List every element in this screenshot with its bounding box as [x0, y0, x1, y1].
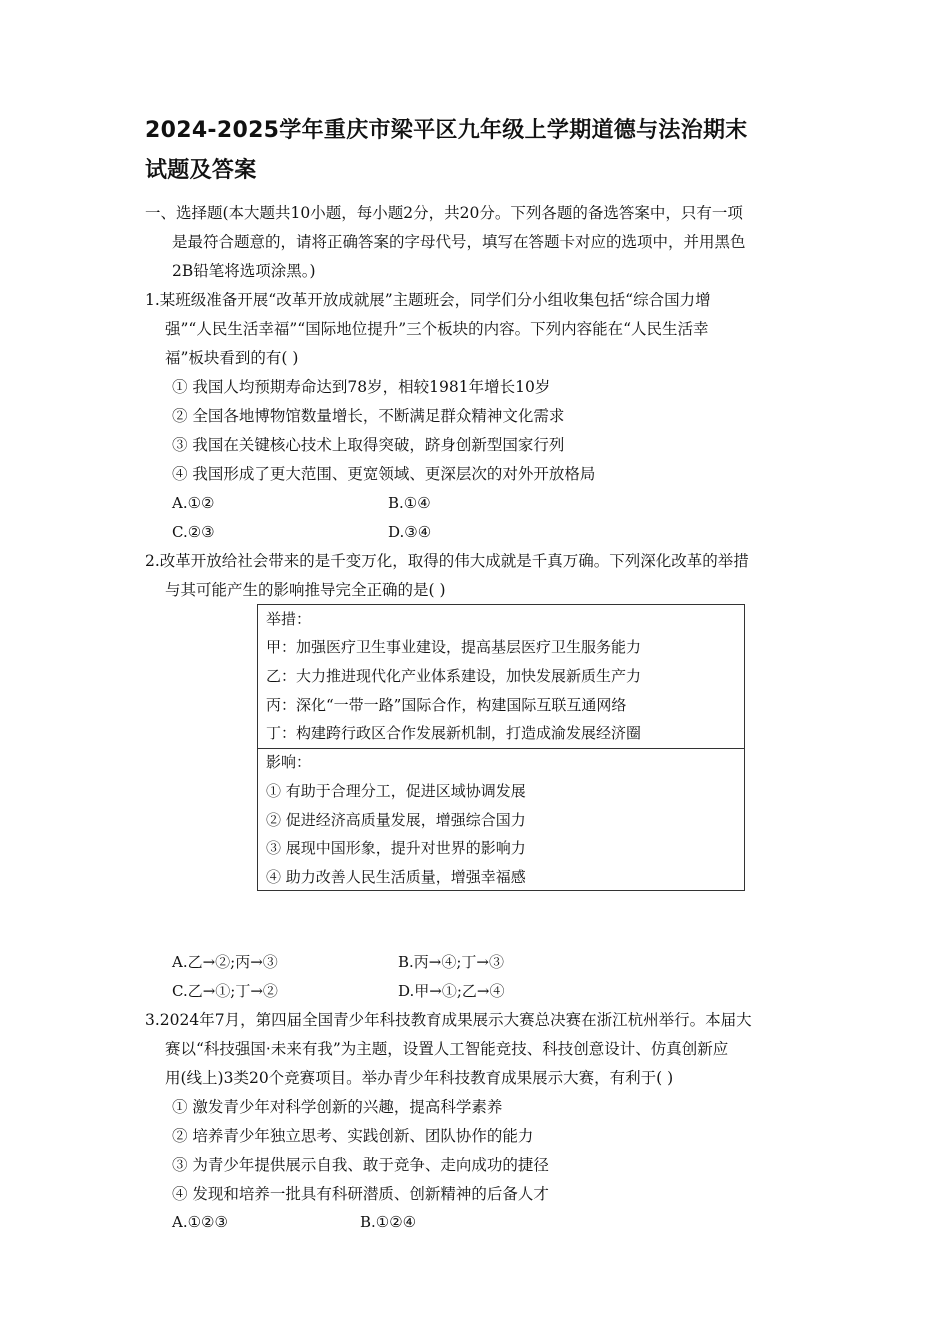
table-cell: ② 促进经济高质量发展，增强综合国力 — [266, 811, 526, 829]
question-2-stem: 2.改革开放给社会带来的是千变万化，取得的伟大成就是千真万确。下列深化改革的举措 — [145, 552, 749, 570]
title-line-1: 2024-2025学年重庆市梁平区九年级上学期道德与法治期末 — [145, 118, 748, 143]
table-cell: 甲：加强医疗卫生事业建设，提高基层医疗卫生服务能力 — [266, 638, 642, 656]
section-instruction-line: 2B铅笔将选项涂黑。) — [172, 262, 316, 280]
measures-impacts-table — [257, 604, 745, 891]
question-1-item: ③ 我国在关键核心技术上取得突破，跻身创新型国家行列 — [172, 436, 565, 454]
table-cell: 乙：大力推进现代化产业体系建设，加快发展新质生产力 — [266, 667, 642, 685]
question-3-item: ② 培养青少年独立思考、实践创新、团队协作的能力 — [172, 1127, 534, 1145]
table-divider — [258, 748, 744, 749]
question-3-item: ③ 为青少年提供展示自我、敢于竞争、走向成功的捷径 — [172, 1156, 549, 1174]
question-1-item: ② 全国各地博物馆数量增长，不断满足群众精神文化需求 — [172, 407, 565, 425]
question-3-stem: 3.2024年7月，第四届全国青少年科技教育成果展示大赛总决赛在浙江杭州举行。本届大 — [145, 1011, 752, 1029]
question-3-stem: 用(线上)3类20个竞赛项目。举办青少年科技教育成果展示大赛，有利于( ) — [165, 1069, 674, 1087]
question-3-option-b: B.①②④ — [360, 1213, 417, 1231]
question-1-stem: 1.某班级准备开展“改革开放成就展”主题班会，同学们分小组收集包括“综合国力增 — [145, 291, 711, 309]
section-instruction-line: 一、选择题(本大题共10小题，每小题2分，共20分。下列各题的备选答案中，只有一项 — [145, 204, 743, 222]
question-1-stem: 福”板块看到的有( ) — [165, 349, 299, 367]
question-2-option-c: C.乙→①;丁→② — [172, 982, 278, 1000]
table-cell: ③ 展现中国形象，提升对世界的影响力 — [266, 839, 526, 857]
question-2-option-b: B.丙→④;丁→③ — [398, 953, 504, 971]
question-1-item: ④ 我国形成了更大范围、更宽领域、更深层次的对外开放格局 — [172, 465, 596, 483]
question-1-option-d: D.③④ — [388, 523, 432, 541]
title-line-2: 试题及答案 — [145, 158, 257, 183]
table-cell: 丙：深化“一带一路”国际合作，构建国际互联互通网络 — [266, 696, 627, 714]
question-3-stem: 赛以“科技强国·未来有我”为主题，设置人工智能竞技、科技创意设计、仿真创新应 — [165, 1040, 729, 1058]
question-3-item: ① 激发青少年对科学创新的兴趣，提高科学素养 — [172, 1098, 503, 1116]
question-1-stem: 强”“人民生活幸福”“国际地位提升”三个板块的内容。下列内容能在“人民生活幸 — [165, 320, 709, 338]
table-cell: 丁：构建跨行政区合作发展新机制，打造成渝发展经济圈 — [266, 724, 642, 742]
table-cell: ④ 助力改善人民生活质量，增强幸福感 — [266, 868, 526, 886]
section-instruction-line: 是最符合题意的，请将正确答案的字母代号，填写在答题卡对应的选项中，并用黑色 — [172, 233, 746, 251]
table-cell: ① 有助于合理分工，促进区域协调发展 — [266, 782, 526, 800]
table-cell: 举措： — [266, 610, 312, 628]
table-cell: 影响： — [266, 753, 312, 771]
question-2-stem: 与其可能产生的影响推导完全正确的是( ) — [165, 581, 446, 599]
question-2-option-d: D.甲→①;乙→④ — [398, 982, 505, 1000]
question-3-option-a: A.①②③ — [172, 1213, 228, 1231]
question-3-item: ④ 发现和培养一批具有科研潜质、创新精神的后备人才 — [172, 1185, 549, 1203]
question-1-option-b: B.①④ — [388, 494, 431, 512]
page-title — [145, 111, 825, 191]
question-2-option-a: A.乙→②;丙→③ — [172, 953, 278, 971]
question-1-option-c: C.②③ — [172, 523, 215, 541]
question-1-option-a: A.①② — [172, 494, 215, 512]
question-1-item: ① 我国人均预期寿命达到78岁，相较1981年增长10岁 — [172, 378, 551, 396]
